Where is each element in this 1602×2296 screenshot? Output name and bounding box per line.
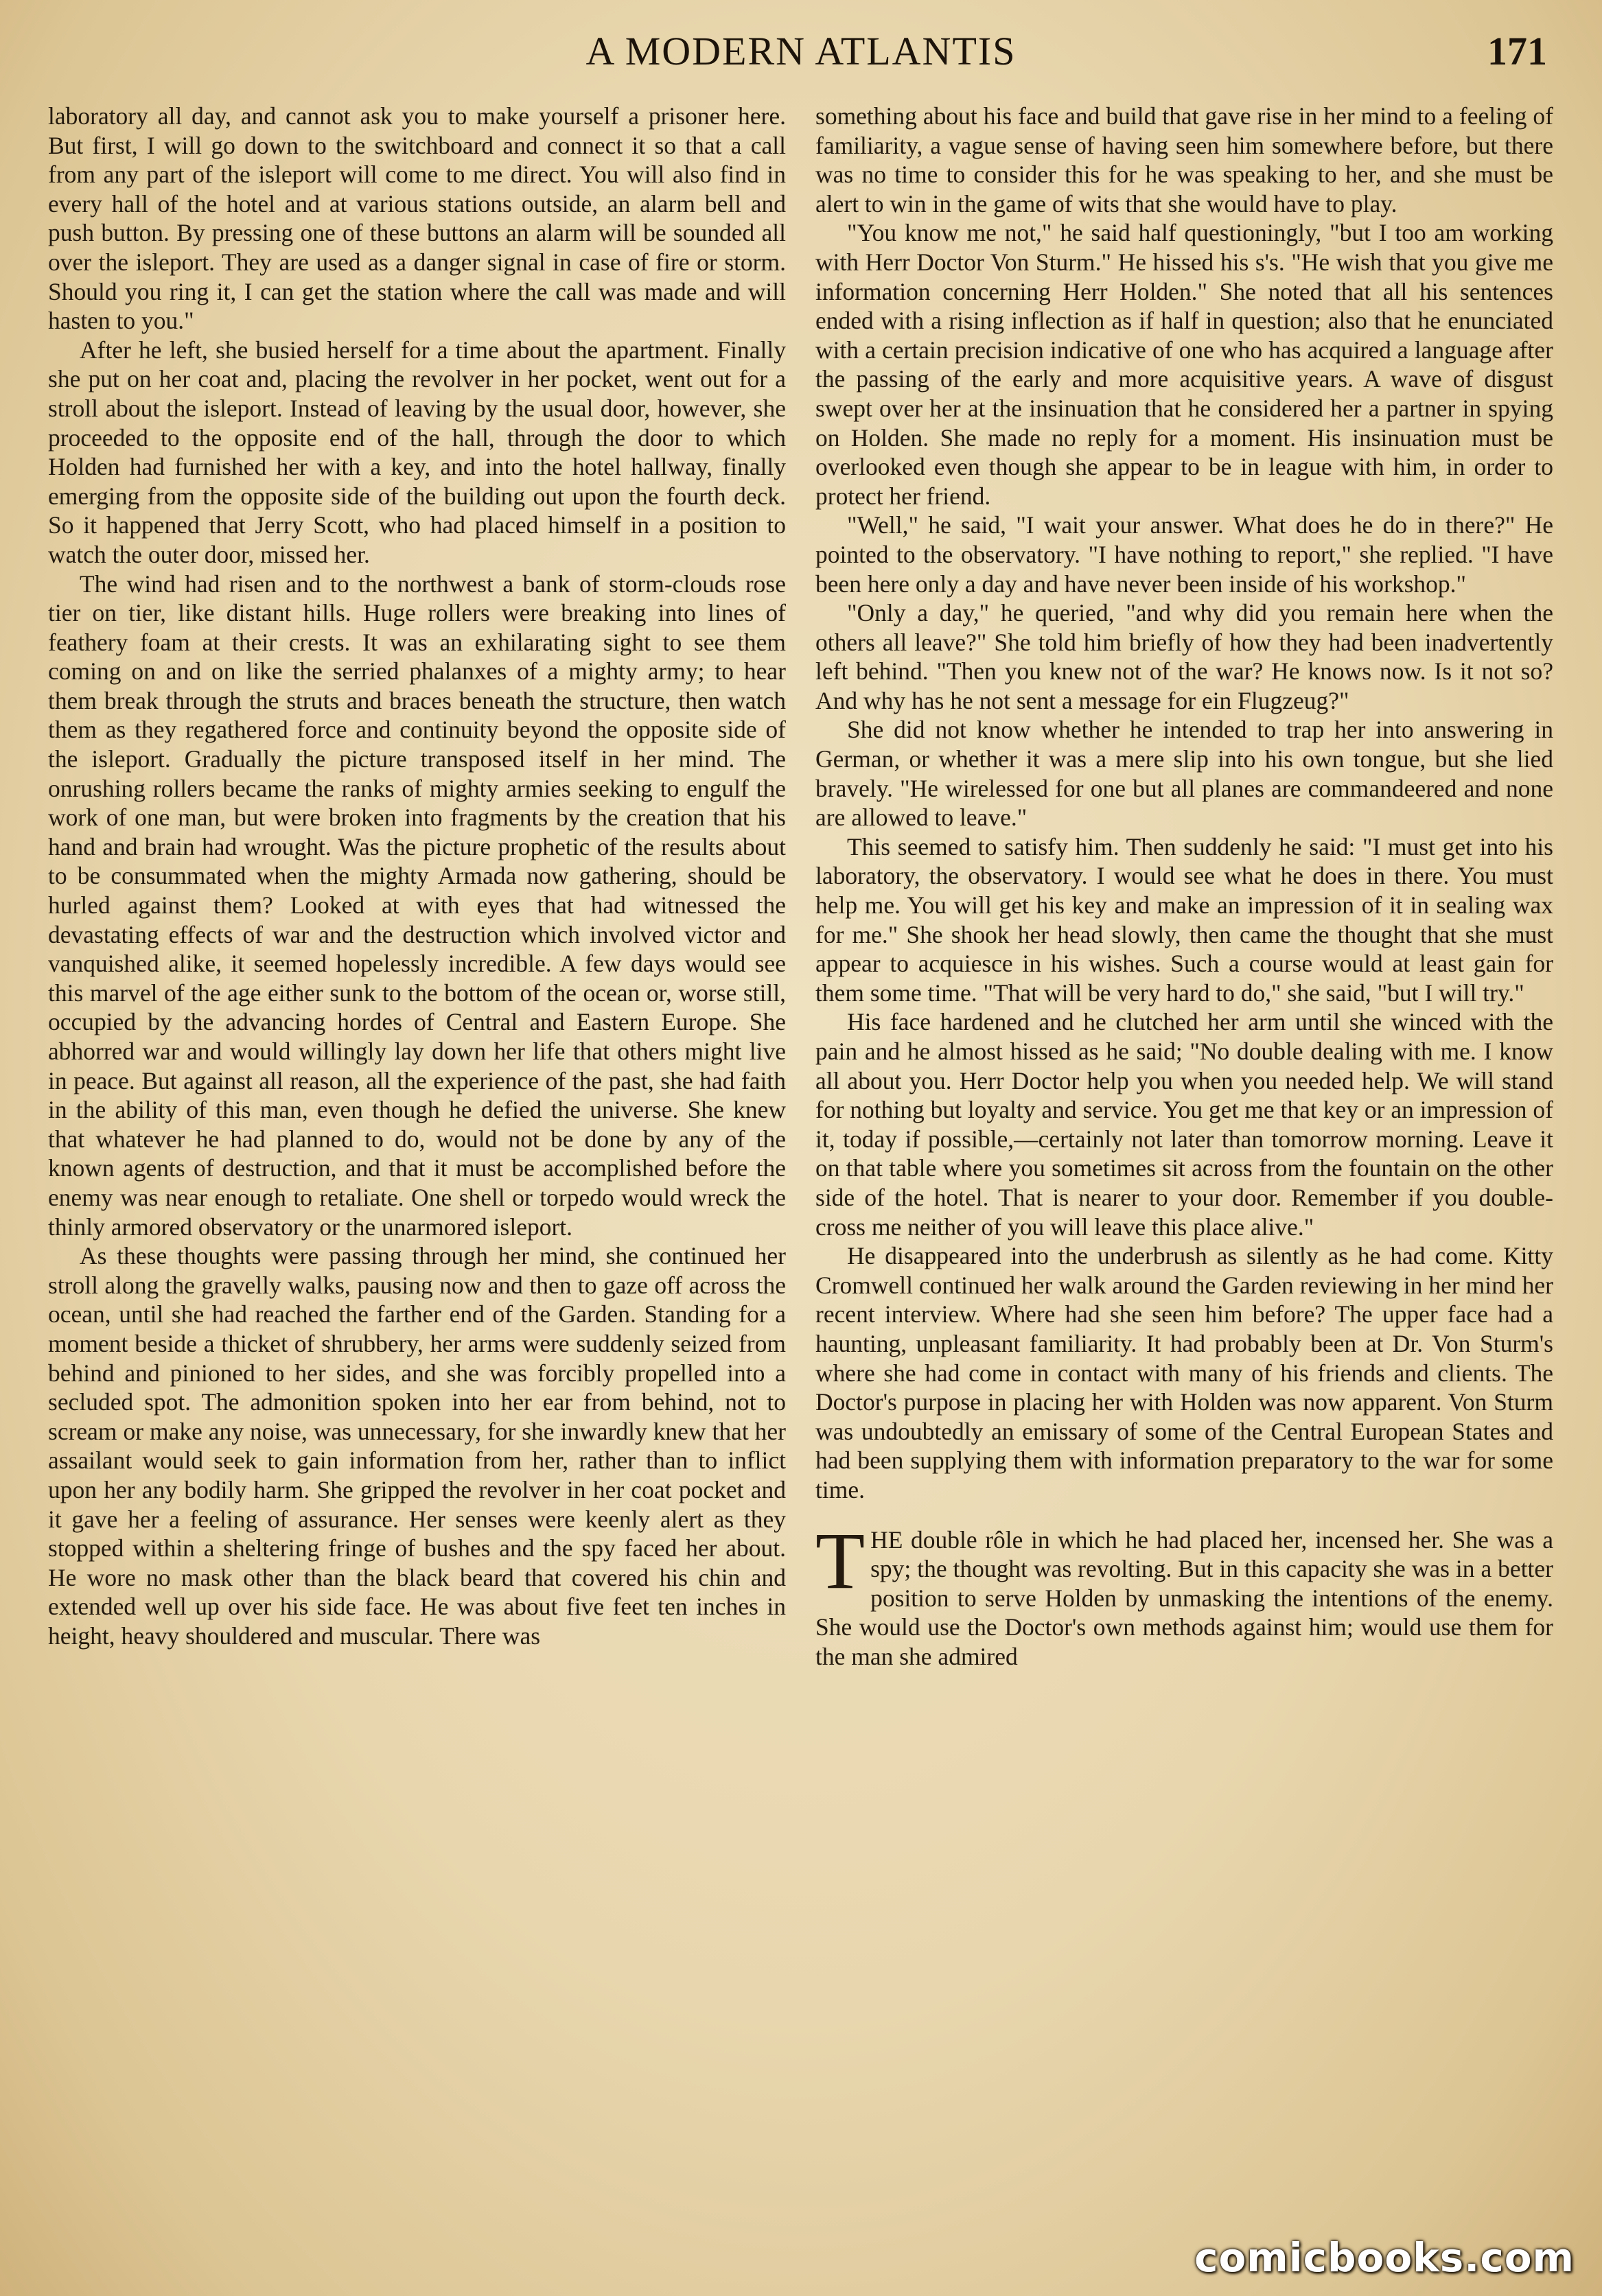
paragraph: He disappeared into the underbrush as silently as he had come. Kitty Cromwell continued her walk around the Garden reviewing in her mind her recent interview. Where had she seen him before? The upper face had a haunting, unpleasant familiarity. It had probably been at Dr. Von Sturm's where she had come in contact with many of his friends and clients. The Doctor's purpose in placing her with Holden was now apparent. Von Sturm was undoubtedly an emissary of some of the Central European States and had been supplying them with information preparatory to the war for some time. (815, 1242, 1553, 1503)
paragraph: As these thoughts were passing through her mind, she continued her stroll along the gravelly walks, pausing now and then to gaze off across the ocean, until she had reached the farther end of the Garden. Standing for a moment beside a thicket of shrubbery, her arms were suddenly seized from behind and pinioned to her sides, and she was forcibly propelled into a secluded spot. The admonition spoken into her ear from behind, not to scream or make any noise, was unnecessary, for she inwardly knew that her assailant would seek to gain information from her, rather than to inflict upon her any bodily harm. She gripped the revolver in her coat pocket and it gave her a feeling of assurance. Her senses were keenly alert as they stopped within a sheltering fringe of bushes and the spy faced her about. He wore no mask other than the black beard that covered his chin and extended well up over his side face. He was about five feet ten inches in height, heavy shouldered and muscular. There was (48, 1242, 786, 1650)
paragraph: His face hardened and he clutched her arm until she winced with the pain and he almost hissed as he said; "No double dealing with me. I know all about you. Herr Doctor help you when you needed help. We will stand for nothing but loyalty and service. You get me that key or an impression of it, today if possible,—certainly not later than tomorrow morning. Leave it on that table where you sometimes sit across from the fountain on the other side of the hotel. That is nearer to your door. Remember if you double-cross me neither of you will leave this place alive." (815, 1008, 1553, 1241)
paragraph: The wind had risen and to the northwest a bank of storm-clouds rose tier on tier, like distant hills. Huge rollers were breaking into lines of feathery foam at their crests. It was an exhilarating sight to see them coming on and on like the serried phalanxes of a mighty army; to hear them break through the struts and braces beneath the structure, then watch them as they regathered force and continuity beyond the opposite side of the isleport. Gradually the picture transposed itself in her mind. The onrushing rollers became the ranks of mighty armies seeking to engulf the work of one man, but were broken into fragments by the creation that his hand and brain had wrought. Was the picture prophetic of the results about to be consummated when the mighty Armada now gathering, should be hurled against them? Looked at with eyes that had witnessed the devastating effects of war and the destruction which involved victor and vanquished alike, it seemed hopelessly incredible. A few days would see this marvel of the age either sunk to the bottom of the ocean or, worse still, occupied by the advancing hordes of Central and Eastern Europe. She abhorred war and would willingly lay down her life that others might live in peace. But against all reason, all the experience of the past, she had faith in the ability of this man, even though he defied the universe. She knew that whatever he had planned to do, would not be done by any of the known agents of destruction, and that it must be accomplished before the enemy was near enough to retaliate. One shell or torpedo would wreck the thinly armored observatory or the unarmored isleport. (48, 570, 786, 1241)
paragraph: After he left, she busied herself for a time about the apartment. Finally she put on her coat and, placing the revolver in her pocket, went out for a stroll about the isleport. Instead of leaving by the usual door, however, she proceeded to the opposite end of the hall, through the door to which Holden had furnished her with a key, and into the hotel hallway, finally emerging from the opposite side of the building out upon the fourth deck. So it happened that Jerry Scott, who had placed himself in a position to watch the outer door, missed her. (48, 336, 786, 568)
paragraph: She did not know whether he intended to trap her into answering in German, or whether it was a mere slip into his own tongue, but she lied bravely. "He wirelessed for one but all planes are commandeered and none are allowed to leave." (815, 716, 1553, 832)
watermark-logo: comicbooks.com (1194, 2234, 1575, 2281)
paragraph: This seemed to satisfy him. Then suddenly he said: "I must get into his laboratory, the observatory. I would see what he does in there. You must help me. You will get his key and make an impression of it in sealing wax for me." She shook her head slowly, then came the thought that she must appear to acquiesce in his wishes. Such a course would at least gain for them some time. "That will be very hard to do," she said, "but I will try." (815, 832, 1553, 1007)
page-number: 171 (1487, 29, 1547, 73)
running-head (0, 27, 1602, 75)
drop-cap: T (815, 1515, 866, 1606)
paragraph: "You know me not," he said half questioningly, "but I too am working with Herr Doctor Von Sturm." He hissed his s's. "He wish that you give me information concerning Herr Holden." She noted that all his sentences ended with a rising inflection as if half in question; also that he enunciated with a certain precision indicative of one who has acquired a language after the passing of the early and more acquisitive years. A wave of disgust swept over her at the insinuation that he considered her a partner in spying on Holden. She made no reply for a moment. His insinuation must be overlooked even though she appear to be in league with him, in order to protect her friend. (815, 219, 1553, 510)
page-title: A MODERN ATLANTIS (585, 29, 1017, 73)
paragraph: laboratory all day, and cannot ask you to make yourself a prisoner here. But first, I will go down to the switchboard and connect it so that a call from any part of the isleport will come to me direct. You will also find in every hall of the hotel and at various stations outside, an alarm bell and push button. By pressing one of these buttons an alarm will be sounded all over the isleport. They are used as a danger signal in case of fire or storm. Should you ring it, I can get the station where the call was made and will hasten to you." (48, 102, 786, 335)
section-opening-paragraph (815, 1515, 1553, 1672)
paragraph: "Well," he said, "I wait your answer. What does he do in there?" He pointed to the observatory. "I have nothing to report," she replied. "I have been here only a day and have never been inside of his workshop." (815, 511, 1553, 598)
paragraph: "Only a day," he queried, "and why did you remain here when the others all leave?" She told him briefly of how they had been inadvertently left behind. "Then you knew not of the war? He knows now. Is it not so? And why has he not sent a message for ein Flugzeug?" (815, 599, 1553, 714)
section-opening-text: HE double rôle in which he had placed her, incensed her. She was a spy; the thought was revolting. But in this capacity she was in a better position to serve Holden by unmasking the intentions of the enemy. She would use the Doctor's own methods against him; would use them for the man she admired (815, 1525, 1553, 1670)
paragraph: something about his face and build that gave rise in her mind to a feeling of familiarity, a vague sense of having seen him somewhere before, but there was no time to consider this for he was speaking to her, and she must be alert to win in the game of wits that she would have to play. (815, 102, 1553, 218)
right-column (815, 102, 1553, 2242)
left-column (48, 102, 786, 2242)
